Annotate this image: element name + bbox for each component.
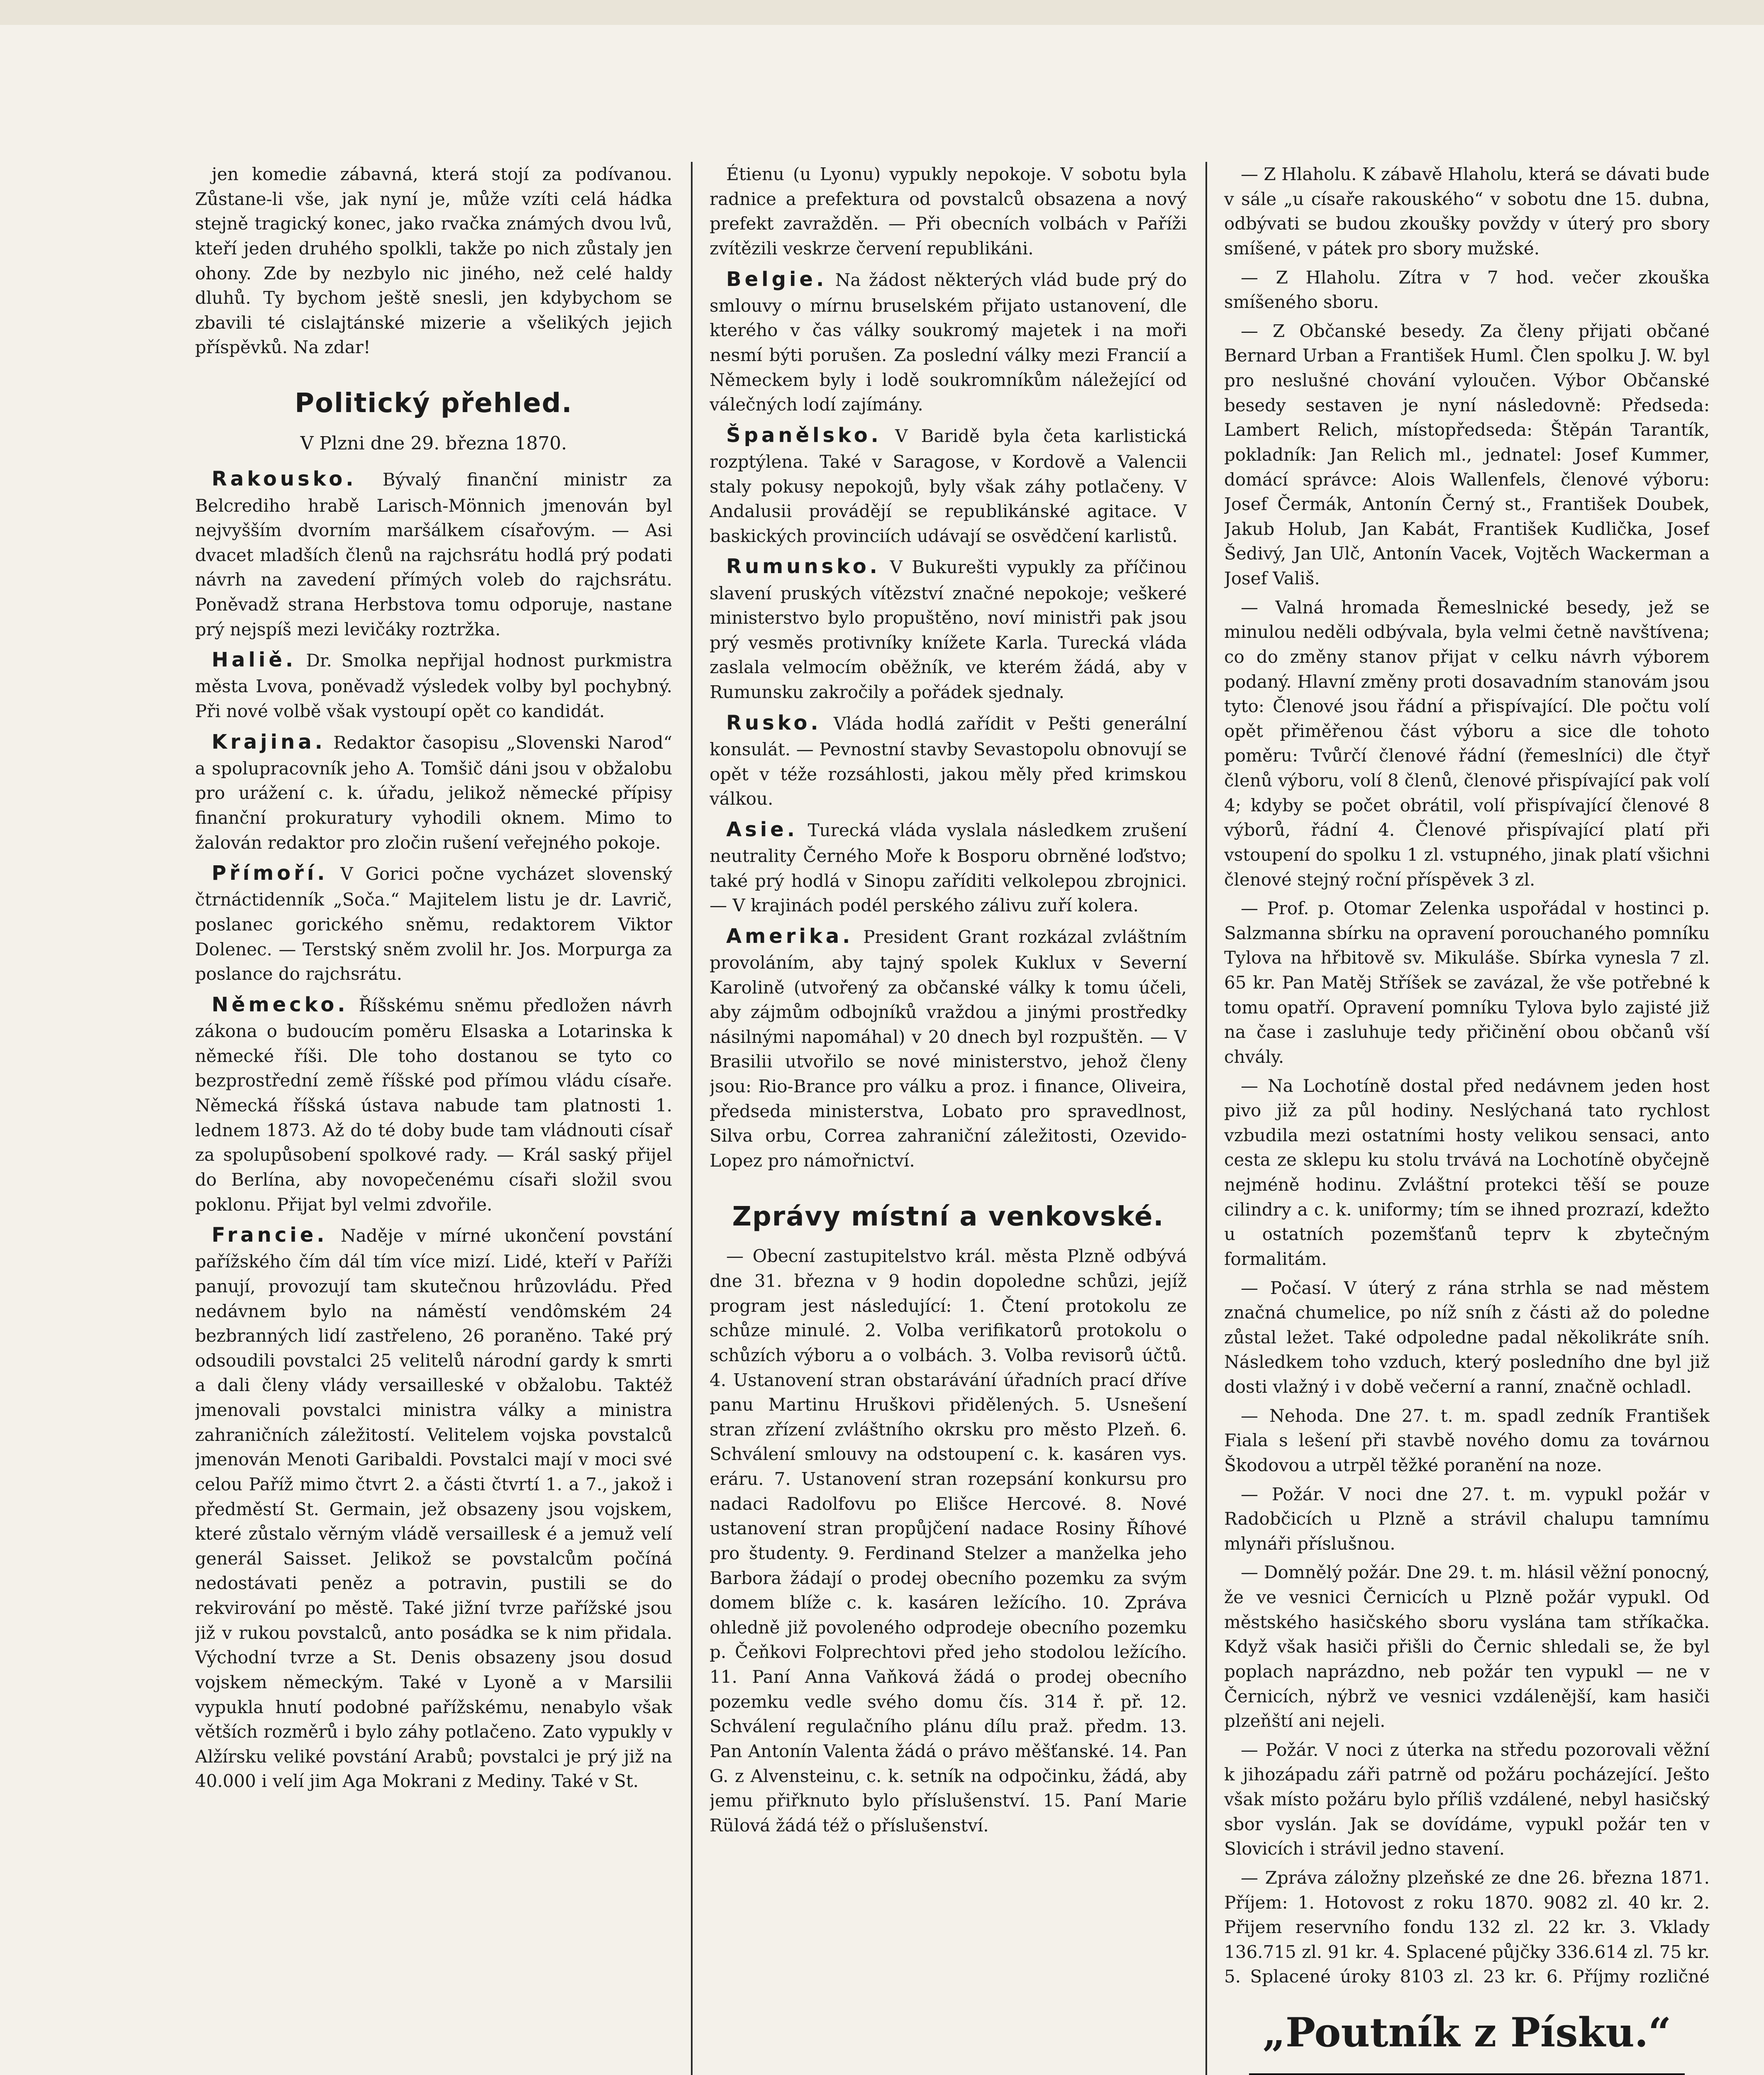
country-heading: Přímoří. [212,862,328,885]
country-heading: Asie. [726,818,798,841]
column-divider-2 [1205,162,1207,2075]
local-item: — Požár. V noci z úterka na středu pozorovali věžní k jihozápadu záři patrně od požáru pocházející. Ješto však místo požáru bylo příliš vzdálené, nebyl hasičský sbor vyslán. Jak se dovídáme, vypukl požár ten v Slovicích i strávil jedno stavení. [1224,1739,1710,1859]
local-item: — Požár. V noci dne 27. t. m. vypukl požár v Radobčicích u Plzně a strávil chalupu tamnímu mlynáři příslušnou. [1224,1484,1710,1554]
column-divider-1 [691,162,693,2075]
country-heading: Rakousko. [212,467,357,491]
news-text: Říšskému sněmu předložen návrh zákona o budoucím poměru Elsaska a Lotarinska k německé říši. Dle toho dostanou se tyto co bezprostřední země říšské pod přímou vládu císaře. Německá říšská ústava nabude tam platnosti 1. lednem 1873. Až do té doby bude tam vládnouti císař za spolupůsobení spolkové rady. — Král saský přijel do Berlína, aby novopečenému císaři složil svou poklonu. Přijat byl velmi zdvořile. [195,995,672,1215]
local-item: — Valná hromada Řemeslnické besedy, jež se minulou neděli odbývala, byla velmi četně navštívena; co do změny stanov přijat v celku návrh výborem podaný. Hlavní změny proti dosavadním stanovám jsou tyto: Členové jsou řádní a přispívající. Dle počtu volí opět přiměřenou část výboru a sice dle tohoto poměru: Tvůrčí členové řádní (řemeslníci) dle čtyř členů výboru, volí 8 členů, členové přispívající pak volí 4; kdyby se počet obrátil, volí přispívající členové 8 výborů, řádní 4. Členové přispívající platí při vstoupení do spolku 1 zl. vstupného, jinak platí všichni členové stejný roční příspěvek 3 zl. [1224,597,1710,890]
news-text: Vláda hodlá zařídit v Pešti generální konsulát. — Pevnostní stavby Sevastopolu obnovují se opět v téže rozsáhlosti, jakou měly před krimskou válkou. [710,713,1187,809]
country-heading: Německo. [212,993,349,1016]
torn-top-edge [0,0,1764,25]
news-text: Turecká vláda vyslala následkem zrušení neutrality Černého Moře k Bosporu obrněné loďstvo; také prý hodlá v Sinopu zaříditi velkolepou zbrojnici. — V krajinách podél perského zálivu zuří kolera. [710,820,1187,916]
local-news-council: — Obecní zastupitelstvo král. města Plzně odbývá dne 31. března v 9 hodin dopoledne schůzi, jejíž program jest následující: 1. Čtení protokolu ze schůze minulé. 2. Volba verifikatorů protokolu o schůzích výboru a o volbách. 3. Volba revisorů účtů. 4. Ustanovení stran obstarávání úřadních prací dříve panu Martinu Hruškovi přidělených. 5. Usnešení stran zřízení zvláštního okrsku pro město Plzeň. 6. Schválení smlouvy na odstoupení c. k. kasáren vys. eráru. 7. Ustanovení stran rozepsání konkursu pro nadaci Radolfovu po Elišce Hercové. 8. Nové ustanovení stran propůjčení nadace Rosiny Říhové pro študenty. 9. Ferdinand Stelzer a manželka jeho Barbora žádají o prodej obecního pozemku za svým domem blíže c. k. kasáren ležícího. 10. Zpráva ohledně již povoleného odprodeje obecního pozemku p. Čeňkovi Folprechtovi před jeho stodolou ležícího. 11. Paní Anna Vaňková žádá o prodej obecního pozemku vedle svého domu čís. 314 ř. př. 12. Schválení regulačního plánu dílu praž. předm. 13. Pan Antonín Valenta žádá o právo měšťanské. 14. Pan G. z Alvensteinu, c. k. setník na odpočinku, žádá, aby jemu přiřknuto bylo příslušenství. 15. Paní Marie Rülová žádá též o příslušenství. [710,1246,1187,1836]
news-item-france [195,1221,672,1794]
news-text: Dr. Smolka nepřijal hodnost purkmistra města Lvova, poněvadž výsledek volby byl pochybný. Při nové volbě však vystoupí opět co kandidát. [195,650,672,722]
news-text: Redaktor časopisu „Slovenski Narod“ a spolupracovník jeho A. Tomšič dáni jsou v obžalobu pro urážení c. k. úřadu, jelikož německé přípisy finanční prokuratury vyhodili oknem. Mimo to žalován redaktor pro zločin rušení veřejného pokoje. [195,732,672,853]
poutnik-section [1224,1971,1710,2075]
column-3 [1224,162,1710,1988]
local-item: — Zpráva záložny plzeňské ze dne 26. března 1871. Příjem: 1. Hotovost z roku 1870. 9082 zl. 40 kr. 2. Přijem reservního fondu 132 zl. 22 kr. 3. Vklady 136.715 zl. 91 kr. 4. Splacené půjčky 336.614 zl. 75 kr. 5. Splacené úroky 8103 zl. 23 kr. 6. Příjmy rozličné [1224,1867,1710,1987]
local-item: — Z Občanské besedy. Za členy přijati občané Bernard Urban a František Huml. Člen spolku J. W. byl pro neslušné chování vyloučen. Výbor Občanské besedy sestaven je nyní následovně: Předseda: Lambert Relich, místopředseda: Štěpán Tarantík, pokladník: Jan Relich ml., jednatel: Josef Kummer, domácí správce: Alois Wallenfels, členové výboru: Josef Čermák, Antonín Černý st., František Doubek, Jakub Holub, Jan Kabát, František Kudlička, Josef Šedivý, Jan Ulč, Antonín Vacek, Vojtěch Wackerman a Josef Vališ. [1224,320,1710,588]
news-item-littoral [195,859,672,986]
news-item-america [710,922,1187,1173]
news-item-austria [195,465,672,642]
column-2 [710,162,1187,1988]
local-item: — Z Hlaholu. Zítra v 7 hod. večer zkouška smíšeného sboru. [1224,267,1710,312]
news-item-spain [710,421,1187,549]
country-heading: Francie. [212,1223,328,1247]
news-item-russia [710,709,1187,811]
newspaper-page [195,137,1710,2075]
local-item: — Domnělý požár. Dne 29. t. m. hlásil věžní ponocný, že ve vesnici Černicích u Plzně požár vypukl. Od městského hasičského sboru vyslána tam stříkačka. Když však hasiči přišli do Černic shledali se, že byl poplach naprázdno, neb požár ten vypukl — ne v Černicích, nýbrž ve vesnici vzdálenější, kam hasiči plzeňští ani nejeli. [1224,1562,1710,1731]
local-item: — Nehoda. Dne 27. t. m. spadl zedník František Fiala s lešení při stavbě nového domu za továrnou Škodovou a utrpěl těžké poranění na noze. [1224,1405,1710,1475]
local-item: — Na Lochotíně dostal před nedávnem jeden host pivo již za půl hodiny. Neslýchaná tato rychlost vzbudila mezi ostatními hosty velikou sensaci, anto cesta ze sklepu ku stolu trvává na Lochotíně obyčejně nejméně hodinu. Zvláštní protekci těší se pouze cilindry a c. k. uniformy; tím se ihned prozrazí, kdežto u ostatních pozemšťanů teprv k zbytečným formalitám. [1224,1075,1710,1269]
country-heading: Belgie. [726,267,827,291]
country-heading: Rumunsko. [726,555,881,579]
poutnik-title: „Poutník z Písku.“ [1262,2009,1671,2056]
country-heading: Haliě. [212,648,297,672]
news-item-carniola [195,728,672,855]
local-item: — Z Hlaholu. K zábavě Hlaholu, která se dávati bude v sále „u císaře rakouského“ v sobotu dne 15. dubna, odbývati se budou zkoušky povždy v úterý pro sbory smíšené, v pátek pro sbory mužské. [1224,164,1710,259]
country-heading: Rusko. [726,711,822,735]
country-heading: Španělsko. [726,423,882,447]
news-text: V Baridě byla četa karlistická rozptýlena. Také v Saragose, v Kordově a Valencii staly pokusy nepokojů, byly však záhy potlačeny. V Andalusii provádějí se republikánské agitace. V baskických provinciích udávají se osvědčení karlistů. [710,425,1187,546]
column-1 [195,162,672,1988]
news-text: V Bukurešti vypukly za příčinou slavení pruských vítězství značné nepokoje; veškeré ministerstvo bylo propuštěno, noví ministři pak jsou prý vesměs protivníky knížete Karla. Turecká vláda zaslala velmocím oběžník, ve kterém žádá, aby v Rumunsku zakročily a pořádek sjednaly. [710,557,1187,703]
news-text: Naděje v mírné ukončení povstání pařížského čím dál tím více mizí. Lidé, kteří v Paříži panují, provozují tam skutečnou hrůzovládu. Před nedávnem bylo na náměstí vendômském 24 bezbranných lidí zastřeleno, 26 poraněno. Také prý odsoudili povstalci 25 velitelů národní gardy k smrti a dali členy vlády versailleské v obžalobu. Taktéž jmenovali povstalci ministra války a ministra zahraničních záležitostí. Velitelem vojska povstalců jmenován Menoti Garibaldi. Povstalci mají v moci své celou Paříž mimo čtvrt 2. a části čtvrtí 1. a 7., jakož i předměstí St. Germain, jež obsazeny jsou vojskem, které zůstalo věrným vládě versaillesk é a jemuž velí generál Saisset. Jelikož se povstalcům počíná nedostávati peněz a potravin, pustili se do rekvirování po městě. Také jižní tvrze pařížské jsou již v rukou povstalců, anto posádka se k nim přidala. Východní tvrze a St. Denis obsazeny jsou dosud vojskem německým. Také v Lyoně a v Marsilii vypukla hnutí podobné pařížskému, nenabylo však větších rozměrů i bylo záhy potlačeno. Zato vypukly v Alžírsku veliké povstání Arabů; povstalci je prý již na 40.000 i velí jim Aga Mokrani z Mediny. Také v St. [195,1225,672,1792]
news-text: V Gorici počne vycházet slovenský čtrnáctidenník „Soča.“ Majitelem listu je dr. Lavrič, poslanec gorického sněmu, redaktorem Viktor Dolenec. — Terstský sněm zvolil hr. Jos. Morpurga za poslance do rajchsrátu. [195,864,672,984]
news-text: President Grant rozkázal zvláštním provoláním, aby tajný spolek Kuklux v Severní Karolině (utvořený za občanské války k tomu účeli, aby zájmům odbojníků vraždou a jinými prostředky násilnými napomáhal) v 20 dnech byl rozpuštěn. — V Brasilii utvořilo se nové ministerstvo, jehož členy jsou: Rio-Brance pro válku a proz. i finance, Oliveira, předseda ministerstva, Lobato pro spravedlnost, Silva orbu, Correa zahraniční záležitosti, Ozevido-Lopez pro námořnictví. [710,926,1187,1171]
country-heading: Krajina. [212,730,326,754]
news-text: Na žádost některých vlád bude prý do smlouvy o mírnu bruselském přijato ustanovení, dle kterého v čas války soukromý majetek i na moři nesmí býti porušen. Za poslední války mezi Francií a Německem byly i lodě soukromníkům náležející od válečných lodí zajímány. [710,269,1187,415]
news-item-france-cont [710,162,1187,261]
country-heading: Amerika. [726,924,854,948]
news-item-belgium [710,265,1187,417]
local-item: — Počasí. V úterý z rána strhla se nad městem značná chumelice, po níž sníh z části až do poledne zůstal ležet. Také odpoledne padal několikráte sníh. Následkem toho vzduch, který posledního dne byl již dosti vlažný i v době večerní a ranní, značně ochladl. [1224,1277,1710,1397]
dateline: V Plzni dne 29. března 1870. [300,432,567,454]
news-item-germany [195,991,672,1217]
news-text: Bývalý finanční ministr za Belcrediho hrabě Larisch-Mönnich jmenován byl nejvyšším dvorním maršálkem císařovým. — Asi dvacet mladších členů na rajchsrátu hodlá prý podati návrh na zavedení přímých voleb do rajchsrátu. Poněvadž strana Herbstova tomu odporuje, nastane prý nejspíš mezi levičáky roztržka. [195,469,672,640]
news-item-romania [710,552,1187,704]
local-item: — Prof. p. Otomar Zelenka uspořádal v hostinci p. Salzmanna sbírku na opravení porouchaného pomníku Tylova na hřbitově sv. Mikuláše. Sbírka vynesla 7 zl. 65 kr. Pan Matěj Stříšek se zavázal, že vše potřebné k tomu opatří. Opravení pomníku Tylova bylo zajisté již na čase i zasluhuje tedy přičinění obou občanů vší chvály. [1224,898,1710,1067]
intro-paragraph: jen komedie zábavná, která stojí za podívanou. Zůstane-li vše, jak nyní je, může vzíti celá hádka stejně tragický konec, jako rvačka známých dvou lvů, kteří jeden druhého spolkli, takže po nich zůstaly jen ohony. Zde by nezbylo nic jiného, než celé haldy dluhů. Ty bychom ještě snesli, jen kdybychom se zbavili té cislajtánské mizerie a všelikých jejich příspěvků. Na zdar! [195,164,672,358]
mourning-box [1249,2073,1685,2075]
news-item-galicia [195,646,672,723]
news-item-asia [710,815,1187,918]
political-overview-title: Politický přehled. [295,388,573,419]
local-news-title: Zprávy místní a venkovské. [732,1201,1164,1232]
news-text: Étienu (u Lyonu) vypukly nepokoje. V sobotu byla radnice a prefektura od povstalců obsazena a nový prefekt zavražděn. — Při obecních volbách v Paříži zvítězili veskrze červení republikáni. [710,164,1187,259]
